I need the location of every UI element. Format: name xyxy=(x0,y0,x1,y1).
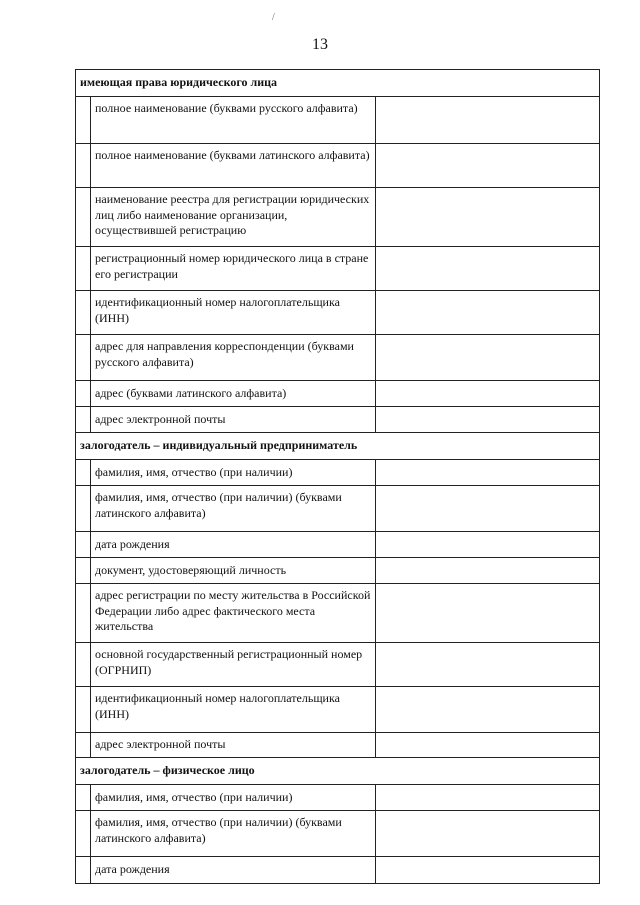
indent-cell xyxy=(76,381,91,407)
field-value-cell[interactable] xyxy=(376,291,600,335)
field-value-cell[interactable] xyxy=(376,97,600,144)
indent-cell xyxy=(76,857,91,884)
table-row xyxy=(76,785,600,811)
indent-cell xyxy=(76,687,91,733)
field-label: фамилия, имя, отчество (при наличии) (буквами латинского алфавита) xyxy=(91,811,376,857)
indent-cell xyxy=(76,486,91,532)
field-value-cell[interactable] xyxy=(376,144,600,188)
field-value-cell[interactable] xyxy=(376,247,600,291)
field-label: адрес для направления корреспонденции (буквами русского алфавита) xyxy=(91,335,376,381)
page-number: 13 xyxy=(312,36,328,53)
table-row xyxy=(76,811,600,857)
field-value-cell[interactable] xyxy=(376,188,600,247)
section-title: залогодатель – индивидуальный предприниматель xyxy=(76,433,600,460)
indent-cell xyxy=(76,532,91,558)
field-value-cell[interactable] xyxy=(376,643,600,687)
table-row xyxy=(76,584,600,643)
field-value-cell[interactable] xyxy=(376,811,600,857)
section-header xyxy=(76,70,600,97)
indent-cell xyxy=(76,97,91,144)
table-row xyxy=(76,97,600,144)
field-label: адрес электронной почты xyxy=(91,407,376,433)
field-label: полное наименование (буквами латинского алфавита) xyxy=(91,144,376,188)
table-row xyxy=(76,643,600,687)
field-label: полное наименование (буквами русского алфавита) xyxy=(91,97,376,144)
field-value-cell[interactable] xyxy=(376,407,600,433)
table-row xyxy=(76,247,600,291)
field-label: документ, удостоверяющий личность xyxy=(91,558,376,584)
indent-cell xyxy=(76,811,91,857)
field-value-cell[interactable] xyxy=(376,785,600,811)
indent-cell xyxy=(76,188,91,247)
table-row xyxy=(76,407,600,433)
indent-cell xyxy=(76,247,91,291)
indent-cell xyxy=(76,733,91,758)
section-title: залогодатель – физическое лицо xyxy=(76,758,600,785)
field-value-cell[interactable] xyxy=(376,558,600,584)
indent-cell xyxy=(76,144,91,188)
field-value-cell[interactable] xyxy=(376,733,600,758)
table-row xyxy=(76,857,600,884)
table-row xyxy=(76,532,600,558)
indent-cell xyxy=(76,335,91,381)
pledgor-form-table xyxy=(75,69,600,884)
field-label: фамилия, имя, отчество (при наличии) xyxy=(91,460,376,486)
field-value-cell[interactable] xyxy=(376,381,600,407)
indent-cell xyxy=(76,460,91,486)
field-label: адрес электронной почты xyxy=(91,733,376,758)
table-row xyxy=(76,144,600,188)
field-label: регистрационный номер юридического лица в стране его регистрации xyxy=(91,247,376,291)
indent-cell xyxy=(76,407,91,433)
table-row xyxy=(76,291,600,335)
field-label: дата рождения xyxy=(91,857,376,884)
field-value-cell[interactable] xyxy=(376,460,600,486)
table-row xyxy=(76,558,600,584)
field-value-cell[interactable] xyxy=(376,532,600,558)
table-row xyxy=(76,335,600,381)
section-header xyxy=(76,433,600,460)
field-label: фамилия, имя, отчество (при наличии) xyxy=(91,785,376,811)
indent-cell xyxy=(76,643,91,687)
field-label: фамилия, имя, отчество (при наличии) (буквами латинского алфавита) xyxy=(91,486,376,532)
indent-cell xyxy=(76,558,91,584)
field-label: адрес (буквами латинского алфавита) xyxy=(91,381,376,407)
table-row xyxy=(76,460,600,486)
indent-cell xyxy=(76,291,91,335)
field-value-cell[interactable] xyxy=(376,687,600,733)
indent-cell xyxy=(76,584,91,643)
field-value-cell[interactable] xyxy=(376,335,600,381)
field-value-cell[interactable] xyxy=(376,486,600,532)
section-header xyxy=(76,758,600,785)
table-row xyxy=(76,381,600,407)
field-label: идентификационный номер налогоплательщика (ИНН) xyxy=(91,687,376,733)
field-value-cell[interactable] xyxy=(376,857,600,884)
table-row xyxy=(76,687,600,733)
indent-cell xyxy=(76,785,91,811)
table-row xyxy=(76,486,600,532)
section-title: имеющая права юридического лица xyxy=(76,70,600,97)
field-value-cell[interactable] xyxy=(376,584,600,643)
field-label: основной государственный регистрационный номер (ОГРНИП) xyxy=(91,643,376,687)
field-label: идентификационный номер налогоплательщика (ИНН) xyxy=(91,291,376,335)
table-row xyxy=(76,733,600,758)
field-label: дата рождения xyxy=(91,532,376,558)
margin-mark: / xyxy=(272,12,275,23)
field-label: адрес регистрации по месту жительства в Российской Федерации либо адрес фактического места жительства xyxy=(91,584,376,643)
table-row xyxy=(76,188,600,247)
field-label: наименование реестра для регистрации юридических лиц либо наименование организации, осуществившей регистрацию xyxy=(91,188,376,247)
